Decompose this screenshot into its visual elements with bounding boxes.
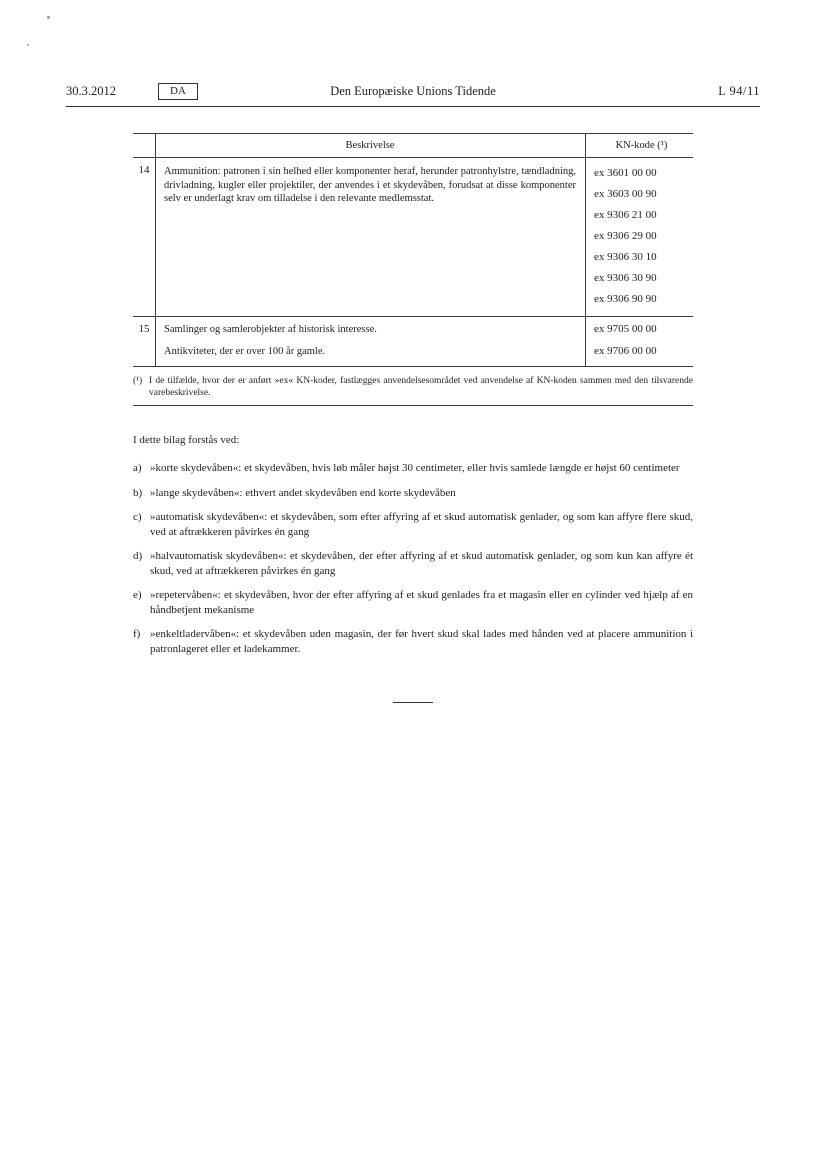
scan-artifact [27,44,29,46]
kn-code: ex 9306 90 90 [594,293,657,305]
row-number: 15 [133,317,156,366]
header-date: 30.3.2012 [66,84,116,98]
col-header-kn-code: KN-kode (¹) [585,134,693,157]
row-description: Samlinger og samlerobjekter af historisk interesse. [164,324,377,335]
table-footnote [133,375,693,399]
page-number: L 94/11 [718,84,760,98]
goods-table [133,133,693,367]
definition-label: e) [133,589,142,601]
row-description: Antikviteter, der er over 100 år gamle. [164,345,326,357]
row-description-cell [156,341,585,367]
definition-item [133,510,693,539]
definitions-intro: I dette bilag forstås ved: [133,434,240,446]
definition-text: »automatisk skydevåben«: et skydevåben, som efter affyring af et skud automatisk genlader, og som kan affyre flere skud, ved at aftrækkeren påvirkes én gang [150,511,693,538]
definition-label: d) [133,550,143,562]
footnote-text: I de tilfælde, hvor der er anført »ex« KN-koder, fastlægges anvendelsesområdet ved anvendelse af KN-koden sammen med den tilsvarende varebeskrivelse. [149,376,693,398]
kn-code: ex 3603 00 90 [594,188,657,200]
definition-text: »repetervåben«: et skydevåben, hvor der efter affyring af et skud genlades fra et magasin eller en cylinder ved hjælp af en håndbetjent mekanisme [150,589,693,616]
row-description: Ammunition: patronen i sin helhed eller komponenter heraf, herunder patronhylstre, tændladning, drivladning, kugler eller projektiler, der anvendes i et skydevåben, forudsat at disse komponenter selv er underlagt krav om tilladelse i den relevante medlemsstat. [164,166,576,204]
definition-item [133,627,693,656]
definition-item [133,486,693,501]
definition-text: »korte skydevåben«: et skydevåben, hvis løb måler højst 30 centimeter, eller hvis samlede længde er højst 60 centimeter [150,462,680,474]
kn-code: ex 3601 00 00 [594,167,657,179]
row-entry [156,317,693,341]
row-description-cell [156,158,585,316]
definition-label: b) [133,486,143,499]
definitions-list [133,461,693,656]
scan-artifact [47,16,50,19]
end-of-text-rule [393,702,433,703]
journal-title: Den Europæiske Unions Tidende [330,84,496,98]
language-badge: DA [158,83,198,100]
kn-code: ex 9706 00 00 [585,341,693,367]
kn-code: ex 9306 29 00 [594,230,657,242]
col-header-description: Beskrivelse [345,140,395,151]
definition-text: »enkeltladervåben«: et skydevåben uden magasin, der før hvert skud skal lades med hånden ved at placere ammunition i patronlageret eller et ladekammer. [150,628,693,655]
definition-text: »halvautomatisk skydevåben«: et skydevåben, der efter affyring af et skud automatisk genlader, og som kun kan affyre ét skud, ved at aftrækkeren påvirkes én gang [150,550,693,577]
kn-code: ex 9306 21 00 [594,209,657,221]
footnote-rule [133,405,693,406]
header-rule [66,106,760,107]
footnote-marker: (¹) [133,376,143,386]
definition-label: f) [133,628,141,640]
row-code-cell [585,158,693,316]
definition-label: c) [133,511,142,523]
row-entry [156,341,693,367]
definition-text: »lange skydevåben«: ethvert andet skydevåben end korte skydevåben [150,486,456,499]
definition-item [133,461,693,476]
row-body [156,317,693,366]
definition-item [133,588,693,617]
kn-code: ex 9705 00 00 [585,317,693,341]
kn-code: ex 9306 30 10 [594,251,657,263]
row-number: 14 [133,158,156,316]
table-row [133,317,693,367]
page-content [133,133,693,703]
kn-code: ex 9306 30 90 [594,272,657,284]
definition-label: a) [133,462,142,474]
row-description-cell [156,317,585,341]
row-number-column-header [133,134,156,157]
table-row [133,158,693,317]
page-header [66,84,760,101]
table-header-row [133,134,693,158]
definition-item [133,549,693,578]
